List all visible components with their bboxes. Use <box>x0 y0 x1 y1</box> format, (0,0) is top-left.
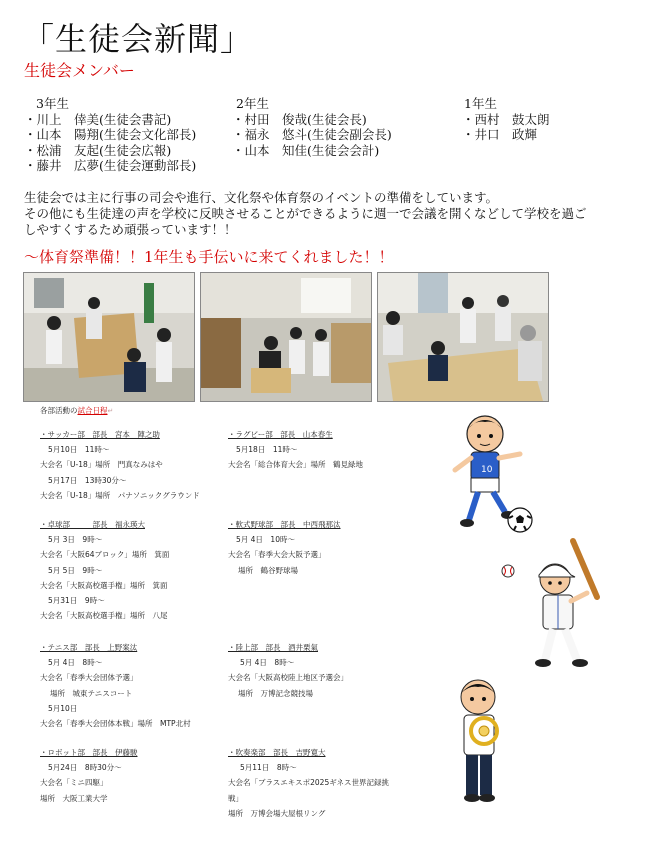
schedule-line: 戦」 <box>228 793 243 803</box>
grade1-label: 1年生 <box>464 96 497 111</box>
member-item: ・藤井 広夢(生徒会運動部長) <box>24 158 197 173</box>
member-item: ・福永 悠斗(生徒会副会長) <box>232 127 392 142</box>
photo-students-moving-boards <box>23 272 195 402</box>
svg-text:10: 10 <box>481 465 493 475</box>
schedule-block-soccer <box>40 427 200 503</box>
schedule-heading: 各部活動の試合日程↵ <box>40 406 114 415</box>
event-headline: ～体育祭準備！！1年生も手伝いに来てくれました！！ <box>24 248 394 266</box>
grade2-label: 2年生 <box>236 96 269 111</box>
schedule-block-track <box>228 640 348 701</box>
schedule-line: 5月 4日 8時～ <box>240 658 295 668</box>
club-header: ・卓球部 部長 福永瑛大 <box>40 520 145 529</box>
photo-students-carrying-panel <box>377 272 549 402</box>
schedule-line: 大会名「U-18」場所 パナソニックグラウンド <box>40 490 200 500</box>
schedule-line: 5月 5日 9時～ <box>48 565 103 575</box>
schedule-heading-prefix: 各部活動の <box>40 406 78 415</box>
baseball-player-illustration <box>525 535 615 670</box>
page-title: 「生徒会新聞」 <box>22 20 254 58</box>
horn-player-illustration <box>450 675 510 805</box>
grade2-members <box>232 96 392 158</box>
intro-line: その他にも生徒達の声を学校に反映させることができるように週一で会議を開くなどして学校を過ご <box>24 206 587 221</box>
member-item: ・松浦 友起(生徒会広報) <box>24 142 172 158</box>
schedule-line: 5月31日 9時～ <box>48 596 105 606</box>
schedule-block-brass-band <box>228 745 389 821</box>
schedule-line: 場所 大阪工業大学 <box>40 793 108 803</box>
schedule-line: 場所 万博記念競技場 <box>238 688 313 698</box>
member-item: ・山本 知佳(生徒会会計) <box>232 142 380 158</box>
schedule-line: 5月24日 8時30分～ <box>48 763 122 773</box>
member-item: ・井口 政輝 <box>462 127 538 142</box>
schedule-line: 大会名「総合体育大会」場所 鶴見緑地 <box>228 460 363 470</box>
club-header: ・ラグビー部 部長 山本春生 <box>228 430 333 439</box>
schedule-line: 5月18日 11時～ <box>236 445 298 455</box>
club-header: ・テニス部 部長 上野案汰 <box>40 643 138 652</box>
member-item: ・山本 陽翔(生徒会文化部長) <box>24 127 197 142</box>
club-header: ・サッカー部 部長 宮本 陣之助 <box>40 430 160 439</box>
club-header: ・陸上部 部長 酒井栗氣 <box>228 643 318 652</box>
grade3-members <box>24 96 196 174</box>
intro-text <box>24 190 634 238</box>
schedule-line: 大会名「ブラスエキスポ2025ギネス世界記録挑 <box>228 778 390 788</box>
soccer-ball-icon <box>505 505 535 535</box>
schedule-line: 場所 万博会場大屋根リング <box>228 808 326 818</box>
schedule-line: 5月10日 <box>48 703 78 713</box>
member-item: ・川上 倖美(生徒会書記) <box>24 111 172 127</box>
grade1-members <box>462 96 550 143</box>
schedule-line: 大会名「大阪64ブロック」場所 箕面 <box>40 550 170 560</box>
member-item: ・村田 俊哉(生徒会長) <box>232 111 367 127</box>
schedule-heading-highlight: 試合日程 <box>77 406 108 415</box>
intro-line: しやすくするため頑張っています！！ <box>24 222 237 237</box>
club-header: ・吹奏楽部 部長 吉野寛大 <box>228 748 326 757</box>
section-title-members: 生徒会メンバー <box>24 61 135 80</box>
schedule-line: 大会名「U-18」場所 門真なみはや <box>40 460 163 470</box>
photo-students-in-storage-room <box>200 272 372 402</box>
intro-line: 生徒会では主に行事の司会や進行、文化祭や体育祭のイベントの準備をしています。 <box>24 190 499 205</box>
schedule-line: 大会名「大阪高校選手権」場所 箕面 <box>40 580 168 590</box>
schedule-line: 場所 鶴谷野球場 <box>238 565 298 575</box>
baseball-icon <box>500 563 516 579</box>
schedule-block-robot <box>40 745 138 806</box>
schedule-block-tennis <box>40 640 191 731</box>
member-item: ・西村 鼓太朗 <box>462 111 550 127</box>
schedule-line: 大会名「大阪高校陸上地区予選会」 <box>228 673 348 683</box>
schedule-block-rugby <box>228 427 363 473</box>
schedule-line: 5月 4日 8時～ <box>48 658 103 668</box>
schedule-line: 大会名「春季大会大阪予選」 <box>228 550 326 560</box>
grade3-label: 3年生 <box>36 96 69 111</box>
club-header: ・軟式野球部 部長 中西飛那汰 <box>228 520 341 529</box>
schedule-line: 5月 3日 9時～ <box>48 535 103 545</box>
club-header: ・ロボット部 部長 伊藤駿 <box>40 748 138 757</box>
schedule-line: 5月11日 8時～ <box>240 763 297 773</box>
schedule-block-table-tennis <box>40 517 169 623</box>
schedule-line: 大会名「春季大会団体本戦」場所 MTP北村 <box>40 719 191 729</box>
schedule-line: 大会名「ミニ四駆」 <box>40 778 108 788</box>
schedule-line: 5月10日 11時～ <box>48 445 110 455</box>
schedule-line: 大会名「春季大会団体予選」 <box>40 673 138 683</box>
schedule-block-baseball <box>228 517 341 578</box>
schedule-line: 5月17日 13時30分～ <box>48 475 127 485</box>
schedule-line: 5月 4日 10時～ <box>236 535 295 545</box>
schedule-line: 場所 城東テニスコート <box>50 688 133 698</box>
schedule-line: 大会名「大阪高校選手権」場所 八尾 <box>40 611 168 621</box>
